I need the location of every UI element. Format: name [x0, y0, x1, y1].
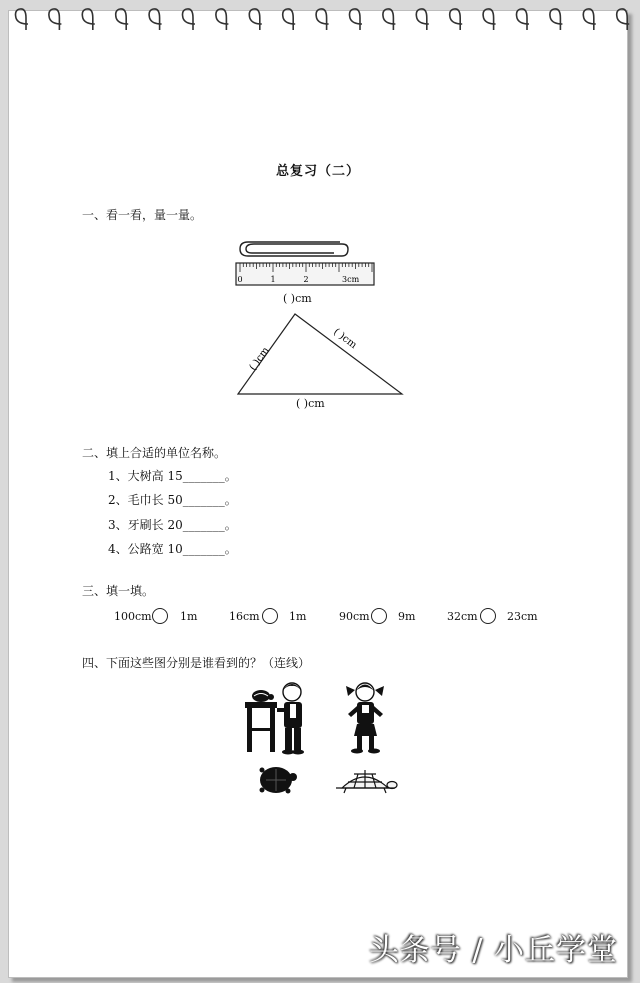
binding-ring-icon — [16, 9, 29, 30]
binding-ring-icon — [183, 9, 196, 30]
paperclip-icon — [240, 242, 348, 256]
binding-ring-icon — [483, 9, 496, 30]
spiral-binding — [0, 0, 640, 40]
triangle-left-label: ( )cm — [247, 345, 272, 373]
binding-ring-icon — [550, 9, 563, 30]
ruler-tick-label-0: 0 — [237, 275, 243, 284]
section1-heading: 一、看一看，量一量。 — [82, 208, 203, 222]
binding-ring-icon — [383, 9, 396, 30]
compare-3-right: 9m — [398, 610, 416, 623]
ruler-tick-label-2: 2 — [303, 275, 309, 284]
triangle-figure — [230, 305, 410, 405]
binding-ring-icon — [316, 9, 329, 30]
section2-heading: 二、填上合适的单位名称。 — [82, 446, 227, 460]
compare-4-left: 32cm — [447, 610, 478, 623]
page-title: 总复习（二） — [276, 164, 361, 179]
binding-ring-icon — [416, 9, 429, 30]
compare-4-right: 23cm — [507, 610, 538, 623]
fill-item-3[interactable]: 3、牙刷长 20_______。 — [108, 518, 237, 532]
binding-ring-icon — [617, 9, 630, 30]
turtle-side-view-icon — [336, 770, 397, 793]
compare-2-circle[interactable] — [262, 608, 278, 624]
compare-2-right: 1m — [289, 610, 307, 623]
turtle-on-table-icon — [252, 690, 274, 702]
paperclip-answer: ( )cm — [283, 292, 312, 305]
compare-1-circle[interactable] — [152, 608, 168, 624]
table-icon — [245, 702, 277, 752]
ruler-tick-label-1: 1 — [270, 275, 276, 284]
binding-ring-icon — [450, 9, 463, 30]
turtle-top-view-icon — [260, 767, 298, 794]
girl-icon — [346, 683, 384, 754]
binding-ring-icon — [350, 9, 363, 30]
section3-heading: 三、填一填。 — [82, 584, 155, 598]
observers-figure — [240, 678, 400, 758]
fill-item-4[interactable]: 4、公路宽 10_______。 — [108, 542, 237, 556]
fill-item-2[interactable]: 2、毛巾长 50_______。 — [108, 493, 237, 507]
triangle-bottom-label: ( )cm — [296, 397, 325, 410]
watermark: 头条号 / 小丘学堂 — [368, 933, 618, 968]
ruler-figure — [230, 236, 380, 288]
ruler-tick-label-3: 3cm — [342, 275, 360, 284]
binding-ring-icon — [249, 9, 261, 30]
binding-ring-icon — [82, 9, 95, 30]
binding-ring-icon — [49, 9, 62, 30]
boy-icon — [277, 683, 304, 755]
compare-2-left: 16cm — [229, 610, 260, 623]
binding-ring-icon — [116, 9, 129, 30]
compare-1-right: 1m — [180, 610, 198, 623]
binding-ring-icon — [583, 9, 596, 30]
compare-1-left: 100cm — [114, 610, 152, 623]
turtle-views-figure — [250, 760, 400, 800]
section4-heading: 四、下面这些图分别是谁看到的？（连线） — [82, 656, 311, 670]
compare-3-circle[interactable] — [371, 608, 387, 624]
binding-ring-icon — [283, 9, 296, 30]
compare-4-circle[interactable] — [480, 608, 496, 624]
worksheet-page — [8, 10, 628, 978]
binding-ring-icon — [216, 9, 229, 30]
fill-item-1[interactable]: 1、大树高 15_______。 — [108, 469, 237, 483]
triangle-right-label: ( )cm — [331, 326, 359, 352]
binding-ring-icon — [517, 9, 530, 30]
compare-3-left: 90cm — [339, 610, 370, 623]
binding-ring-icon — [149, 9, 162, 30]
